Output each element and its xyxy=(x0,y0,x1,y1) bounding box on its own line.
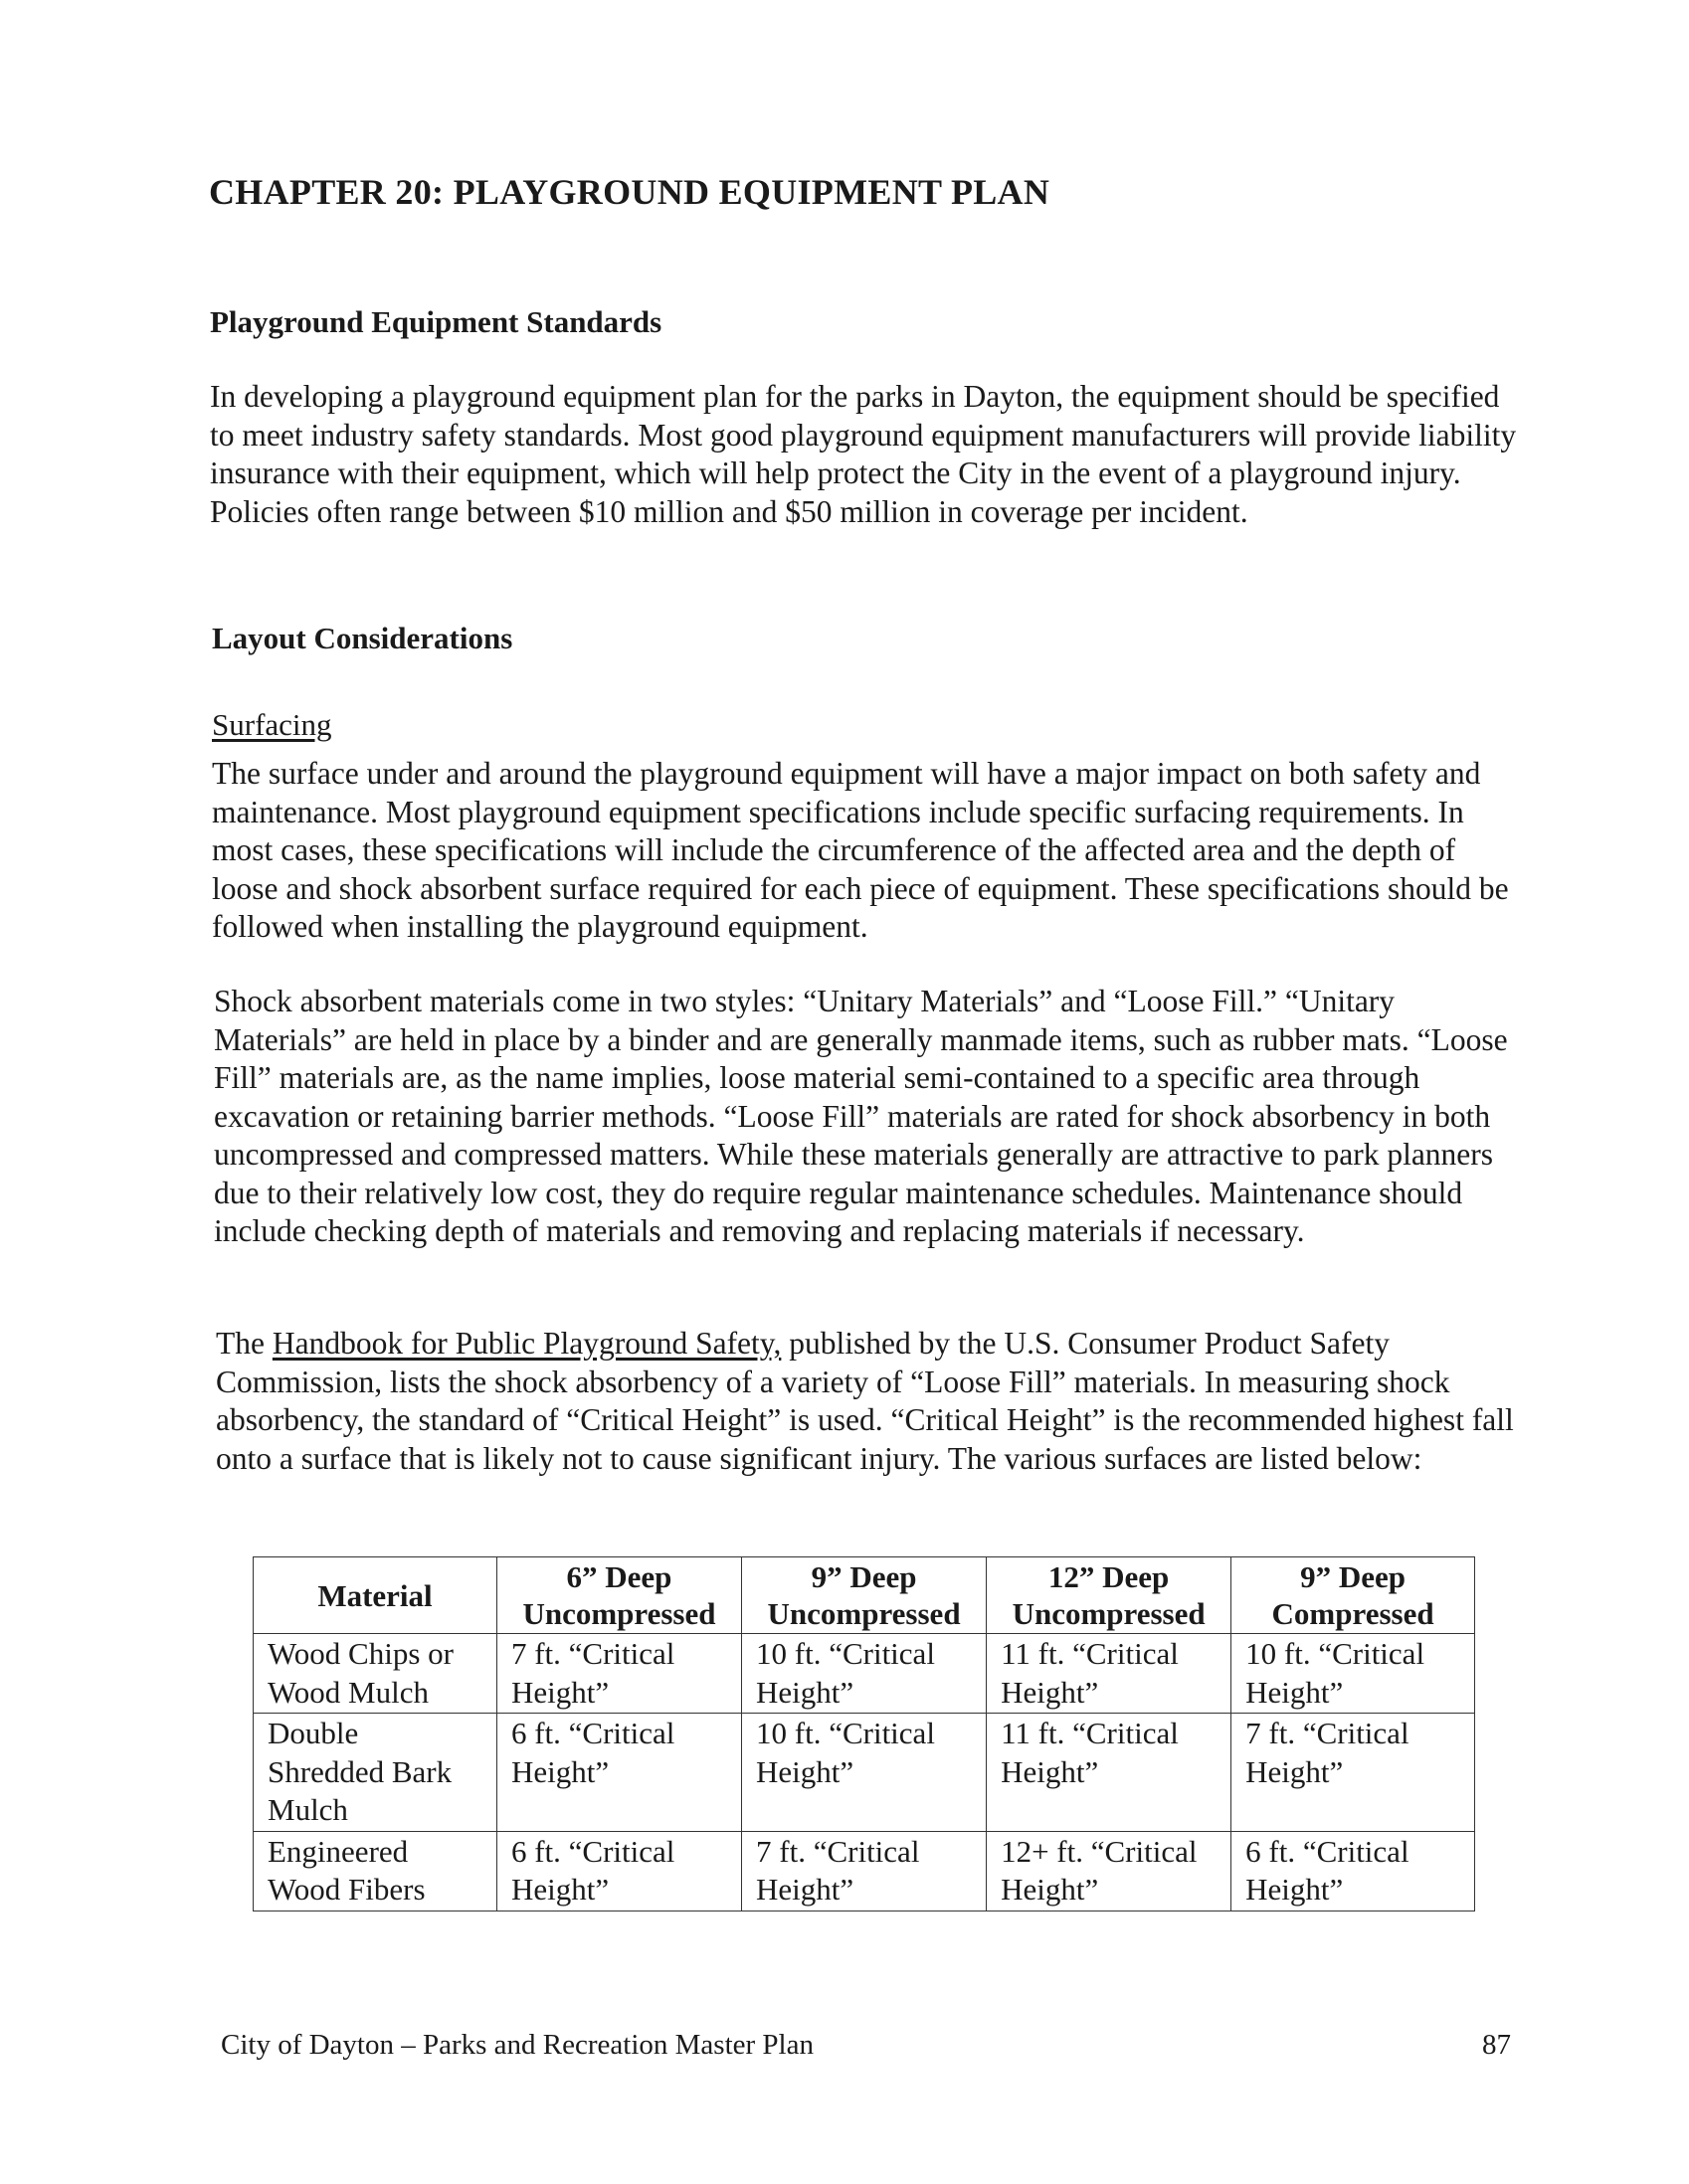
table-header-9in-uncompressed: 9” Deep Uncompressed xyxy=(742,1557,987,1634)
table-header-material: Material xyxy=(254,1557,497,1634)
section-heading-standards: Playground Equipment Standards xyxy=(210,304,662,339)
footer-title: City of Dayton – Parks and Recreation Master Plan xyxy=(221,2029,814,2061)
table-cell: 10 ft. “Critical Height” xyxy=(1231,1634,1475,1714)
paragraph-handbook-post: published by the U.S. Consumer Product Safety Commission, lists the shock absorbency of a variety of “Loose Fill” materials. In measuring shock absorbency, the standard of “Critical Height” is used. “Critical Height” is the recommended highest fall onto a surface that is likely not to cause significant injury. The various surfaces are listed below: xyxy=(216,1326,1514,1476)
table-cell-material: Engineered Wood Fibers xyxy=(254,1831,497,1911)
table-cell: 11 ft. “Critical Height” xyxy=(987,1714,1231,1832)
section-heading-layout: Layout Considerations xyxy=(212,621,513,655)
chapter-title: CHAPTER 20: PLAYGROUND EQUIPMENT PLAN xyxy=(209,172,1050,212)
table-header-row xyxy=(254,1557,1475,1634)
table-row xyxy=(254,1714,1475,1832)
table-cell-material: Wood Chips or Wood Mulch xyxy=(254,1634,497,1714)
table-cell: 11 ft. “Critical Height” xyxy=(987,1634,1231,1714)
table-cell: 6 ft. “Critical Height” xyxy=(496,1831,741,1911)
subheading-surfacing: Surfacing xyxy=(212,707,332,742)
table-cell: 6 ft. “Critical Height” xyxy=(496,1714,741,1832)
table-row xyxy=(254,1831,1475,1911)
paragraph-standards: In developing a playground equipment plan for the parks in Dayton, the equipment should be specified to meet industry safety standards. Most good playground equipment manufacturers will provide liability insurance with their equipment, which will help protect the City in the event of a playground injury. Policies often range between $10 million and $50 million in coverage per incident. xyxy=(210,379,1517,529)
table-cell-material: Double Shredded Bark Mulch xyxy=(254,1714,497,1832)
table-row xyxy=(254,1634,1475,1714)
paragraph-handbook-pre: The xyxy=(216,1326,273,1361)
surfacing-table xyxy=(253,1556,1475,1911)
table-cell: 7 ft. “Critical Height” xyxy=(496,1634,741,1714)
table-cell: 10 ft. “Critical Height” xyxy=(742,1714,987,1832)
table-header-12in-uncompressed: 12” Deep Uncompressed xyxy=(987,1557,1231,1634)
handbook-title: Handbook for Public Playground Safety, xyxy=(272,1326,782,1361)
table-cell: 10 ft. “Critical Height” xyxy=(742,1634,987,1714)
table-cell: 12+ ft. “Critical Height” xyxy=(987,1831,1231,1911)
paragraph-surfacing-1: The surface under and around the playground equipment will have a major impact on both safety and maintenance. Most playground equipment specifications include specific surfacing requirements. In most cases, these specifications will include the circumference of the affected area and the depth of loose and shock absorbent surface required for each piece of equipment. These specifications should be followed when installing the playground equipment. xyxy=(212,756,1509,944)
table-cell: 7 ft. “Critical Height” xyxy=(1231,1714,1475,1832)
page-number: 87 xyxy=(1482,2029,1511,2061)
table-cell: 6 ft. “Critical Height” xyxy=(1231,1831,1475,1911)
table-header-6in-uncompressed: 6” Deep Uncompressed xyxy=(496,1557,741,1634)
table-cell: 7 ft. “Critical Height” xyxy=(742,1831,987,1911)
paragraph-handbook xyxy=(216,1325,1529,1478)
table-header-9in-compressed: 9” Deep Compressed xyxy=(1231,1557,1475,1634)
paragraph-surfacing-2: Shock absorbent materials come in two styles: “Unitary Materials” and “Loose Fill.” “Unitary Materials” are held in place by a binder and are generally manmade items, such as rubber mats. “Loose Fill” materials are, as the name implies, loose material semi-contained to a specific area through excavation or retaining barrier methods. “Loose Fill” materials are rated for shock absorbency in both uncompressed and compressed matters. While these materials generally are attractive to park planners due to their relatively low cost, they do require regular maintenance schedules. Maintenance should include checking depth of materials and removing and replacing materials if necessary. xyxy=(214,984,1508,1248)
